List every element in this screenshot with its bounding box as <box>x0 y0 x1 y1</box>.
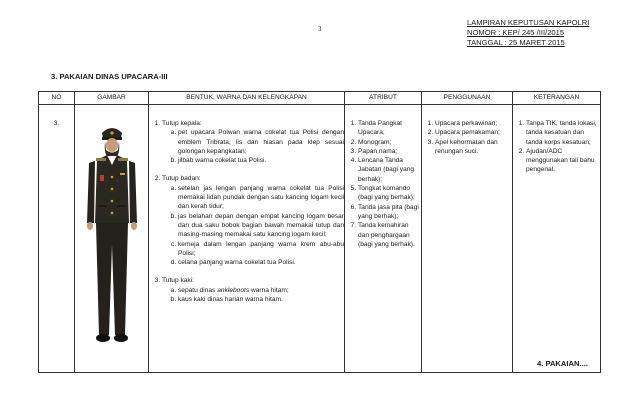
list-item: a. setelan jas lengan panjang warna cokelat tua Polisi memakai lidah pundak dengan satu kancing logam kecil dan kerah tidur; <box>178 184 344 212</box>
header-penggunaan: PENGGUNAAN <box>422 92 513 105</box>
list-item: 1. Tanpa TIK, tanda lokasi, tanda kesatuan dan tanda korps kesatuan; <box>526 119 600 147</box>
keterangan-cell <box>513 105 601 373</box>
list-item: 5. Tongkat komando (bagi yang berhak); <box>358 184 421 203</box>
penggunaan-cell <box>422 105 513 373</box>
section-title: 3. PAKAIAN DINAS UPACARA-III <box>51 72 168 81</box>
list-item <box>162 119 344 165</box>
list-item: b. jilbab warna cokelat tua Polisi. <box>178 156 344 165</box>
list-item: 1. Tanda Pangkat Upacara; <box>358 119 421 138</box>
atribut-cell <box>345 105 422 373</box>
list-item: 4. Lencana Tanda Jabatan (bagi yang berhak); <box>358 156 421 184</box>
header-atribut: ATRIBUT <box>345 92 422 105</box>
shoe-suffix: warna hitam; <box>249 286 289 294</box>
bentuk-list <box>149 119 344 304</box>
header-gambar: GAMBAR <box>75 92 149 105</box>
table-header-row <box>39 92 601 105</box>
list-item: 2. Monogram; <box>358 138 421 147</box>
list-item: 2. Ajudan/ADC menggunakan tali bahu pengenal. <box>526 147 600 175</box>
list-item: c. kemeja dalam lengan panjang warna krem abu-abu Polisi; <box>178 240 344 259</box>
list-item: 7. Tanda kemahiran dan penghargaan (bagi yang berhak). <box>358 221 421 249</box>
list-item: 2. Upacara pemakaman; <box>435 128 512 137</box>
list-item <box>162 174 344 267</box>
lampiran-nomor: NOMOR : KEP/ 245 /III/2015 <box>467 28 565 37</box>
uniform-table <box>38 91 601 373</box>
table-row <box>39 105 601 373</box>
bentuk-g1-title: Tutup kepala: <box>162 120 202 127</box>
bentuk-g3-title: Tutup kaki: <box>162 277 195 285</box>
page-number: 3 <box>318 25 322 33</box>
uniform-image-cell <box>75 105 149 373</box>
list-item: 6. Tanda jasa pita (bagi yang berhak); <box>358 203 421 222</box>
bentuk-g1-items <box>162 128 344 165</box>
header-keterangan: KETERANGAN <box>513 92 601 105</box>
list-item: 3. Apel kehormatan dan renungan suci. <box>435 138 512 157</box>
bentuk-g2-title: Tutup badan: <box>162 175 201 183</box>
list-item: b. kaus kaki dinas harian warna hitam. <box>178 295 344 304</box>
list-item: b. jas belahan depan dengan empat kancing logam besar dan dua saku bobok bagian bawah memakai tutup dan masing-masing memakai satu kancing logam kecil; <box>178 212 344 240</box>
lampiran-header <box>467 18 589 48</box>
header-no: NO <box>39 92 75 105</box>
shoe-italic: ankleboots <box>217 286 250 294</box>
atribut-list <box>345 119 421 249</box>
next-section-label: 4. PAKAIAN.... <box>537 359 588 368</box>
row-number: 3. <box>39 105 75 373</box>
list-item <box>162 276 344 304</box>
list-item: a. pet upacara Polwan warna cokelat tua Polisi dengan emblem Tribrata, lis dan hiasan pada klep sesuai golongan kepangkatan; <box>178 128 344 156</box>
lampiran-tanggal: TANGGAL : 25 MARET 2015 <box>467 38 565 47</box>
list-item: 3. Papan nama; <box>358 147 421 156</box>
list-item: d. celana panjang warna cokelat tua Polisi. <box>178 258 344 267</box>
header-bentuk: BENTUK, WARNA DAN KELENGKAPAN <box>149 92 345 105</box>
policewoman-uniform-figure-icon <box>75 105 149 358</box>
keterangan-list <box>513 119 600 175</box>
lampiran-title: LAMPIRAN KEPUTUSAN KAPOLRI <box>467 18 590 27</box>
bentuk-g2-items <box>162 184 344 268</box>
list-item <box>178 286 344 295</box>
shoe-prefix: sepatu dinas <box>178 286 218 294</box>
penggunaan-list <box>422 119 512 156</box>
list-item: 1. Upacara perkawinan; <box>435 119 512 128</box>
bentuk-cell <box>149 105 345 373</box>
bentuk-g3-items <box>162 286 344 305</box>
